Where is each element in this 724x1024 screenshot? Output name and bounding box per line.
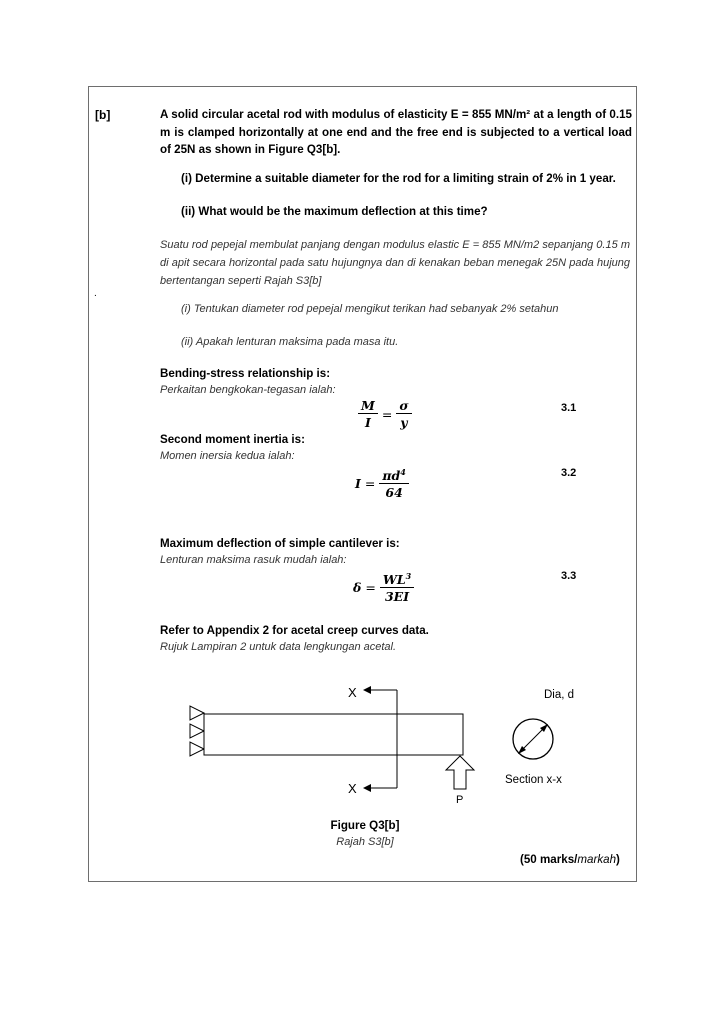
eq3-rhs-fraction: $\frac{WL^3}{3EI}$ — [380, 569, 414, 605]
figure-caption: Figure Q3[b] — [330, 819, 400, 832]
figure-caption-malay: Rajah S3[b] — [336, 836, 394, 848]
load-label: P — [456, 794, 464, 806]
eq1-lhs-fraction: $\frac{M}{I}$ — [358, 398, 378, 431]
part-i-malay: (i) Tentukan diameter rod pepejal mengikut terikan had sebanyak 2% setahun — [181, 303, 559, 315]
eq1-heading: Bending-stress relationship is: — [160, 367, 331, 380]
question-statement-english: A solid circular acetal rod with modulus of elasticity E = 855 MN/m² at a length of 0.15 m is clamped horizontally at one end and the free end is subjected to a vertical load of 25N as shown in Figure Q3[b]. — [160, 108, 632, 156]
eq3-lhs: δ — [353, 579, 362, 595]
question-label: [b] — [95, 108, 111, 122]
eq2-equals: = — [364, 475, 376, 491]
appendix-english: Refer to Appendix 2 for acetal creep curves data. — [160, 624, 429, 637]
appendix-malay: Rujuk Lampiran 2 untuk data lengkungan acetal. — [160, 641, 397, 653]
eq1-equals: = — [381, 407, 393, 422]
part-ii-english: (ii) What would be the maximum deflection at this time? — [181, 205, 488, 218]
eq1-rhs-fraction: $\frac{\sigma}{y}$ — [396, 398, 411, 431]
stray-mark: . — [94, 288, 97, 299]
eq2-number: 3.2 — [561, 467, 577, 479]
clamp-support-icon — [190, 706, 204, 756]
section-arrow-top-icon — [363, 686, 371, 694]
section-caption: Section x-x — [505, 774, 562, 786]
part-i-english: (i) Determine a suitable diameter for the rod for a limiting strain of 2% in 1 year. — [181, 172, 616, 185]
section-label-bottom: X — [348, 781, 357, 796]
eq3-subheading: Lenturan maksima rasuk mudah ialah: — [160, 554, 347, 566]
load-arrow-icon — [446, 756, 474, 789]
marks: (50 marks/markah) — [520, 853, 620, 866]
rod-beam — [204, 714, 463, 755]
eq1-number: 3.1 — [561, 402, 577, 414]
eq2-heading: Second moment inertia is: — [160, 433, 305, 446]
section-arrow-bottom-icon — [363, 784, 371, 792]
question-statement-malay: Suatu rod pepejal membulat panjang dengan modulus elastic E = 855 MN/m2 sepanjang 0.15 m di apit secara horizontal pada satu hujungnya dan di kenakan beban menegak 25N pada hujung bertentangan seperti Rajah S3[b] — [160, 239, 630, 287]
eq3-equals: = — [365, 579, 376, 595]
part-ii-malay: (ii) Apakah lenturan maksima pada masa itu. — [181, 336, 399, 348]
diameter-label: Dia, d — [544, 689, 575, 701]
eq2-subheading: Momen inersia kedua ialah: — [160, 450, 295, 462]
section-label-top: X — [348, 685, 357, 700]
eq3-number: 3.3 — [561, 570, 577, 582]
eq3-heading: Maximum deflection of simple cantilever is: — [160, 537, 400, 550]
eq1-subheading: Perkaitan bengkokan-tegasan ialah: — [160, 384, 336, 396]
eq2-lhs: I — [355, 475, 361, 491]
eq2-rhs-fraction: $\frac{\pi d^4}{64}$ — [379, 465, 408, 501]
